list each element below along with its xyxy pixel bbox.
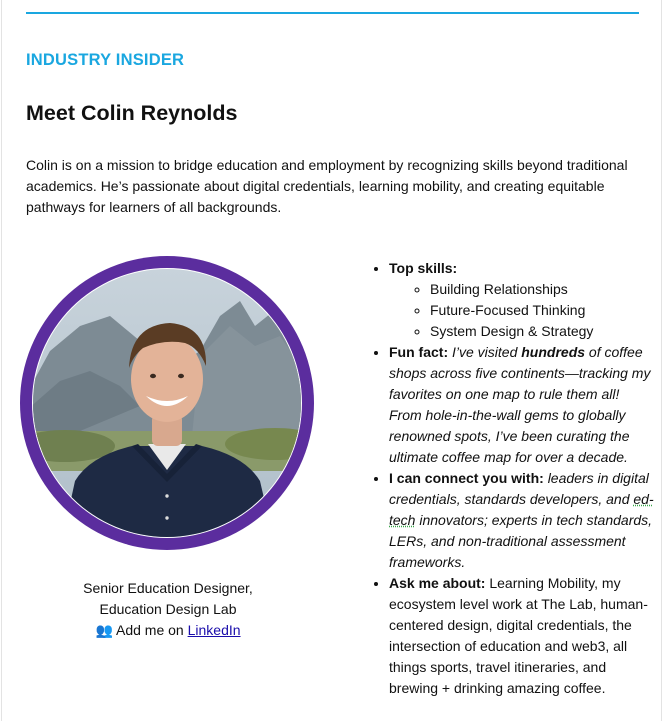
connect-edtech: ed-tech: [389, 491, 654, 528]
profile-photo: [20, 256, 314, 550]
fun-fact-text: [389, 344, 650, 465]
ask-label: Ask me about:: [389, 575, 486, 591]
skills-label: Top skills:: [389, 260, 458, 276]
fun-fact-bold: hundreds: [521, 344, 586, 360]
profile-role: Senior Education Designer,: [83, 580, 253, 596]
fun-fact-post: of coffee shops across five continents—tracking my favorites on one map to rule them all! From hole-in-the-wall gems to globally renowned spots, I’ve been curating the ultimate coffee map for over a decade.: [389, 344, 651, 465]
newsletter-section: [1, 0, 662, 721]
list-item-connect: [389, 468, 655, 573]
connect-label: I can connect you with:: [389, 470, 544, 486]
linkedin-line: [20, 620, 316, 641]
profile-column: [20, 256, 316, 641]
profile-caption: [20, 578, 316, 641]
list-item-top-skills: [389, 258, 655, 342]
connect-post: innovators; experts in tech standards, LERs, and non-traditional assessment frameworks.: [389, 512, 653, 570]
ask-text: Learning Mobility, my ecosystem level work at The Lab, human-centered design, digital credentials, the intersection of education and web3, all things sports, travel itineraries, and brewing + drinking amazing coffee.: [389, 575, 648, 696]
list-item-fun-fact: [389, 342, 655, 468]
skills-list: [389, 279, 655, 342]
details-list: [370, 258, 655, 699]
list-item-ask-me: [389, 573, 655, 699]
fun-fact-label: Fun fact:: [389, 344, 449, 360]
profile-org: Education Design Lab: [99, 601, 237, 617]
fun-fact-pre: I’ve visited: [452, 344, 518, 360]
section-eyebrow: INDUSTRY INSIDER: [26, 51, 185, 69]
connect-pre: leaders in digital credentials, standards developers, and: [389, 470, 649, 507]
details-column: [370, 258, 655, 699]
intro-paragraph: Colin is on a mission to bridge education and employment by recognizing skills beyond traditional academics. He’s passionate about digital credentials, learning mobility, and creating equitable pathways for learners of all backgrounds.: [26, 157, 628, 215]
linkedin-link[interactable]: LinkedIn: [187, 622, 241, 638]
skill-item: ◦ System Design & Strategy: [430, 321, 655, 342]
page-title: Meet Colin Reynolds: [26, 101, 238, 125]
skill-item: ◦ Future-Focused Thinking: [430, 300, 655, 321]
people-icon: 👥: [95, 622, 113, 638]
top-divider: [26, 12, 639, 14]
skill-item: ◦ Building Relationships: [430, 279, 655, 300]
add-me-text: Add me on: [116, 622, 184, 638]
